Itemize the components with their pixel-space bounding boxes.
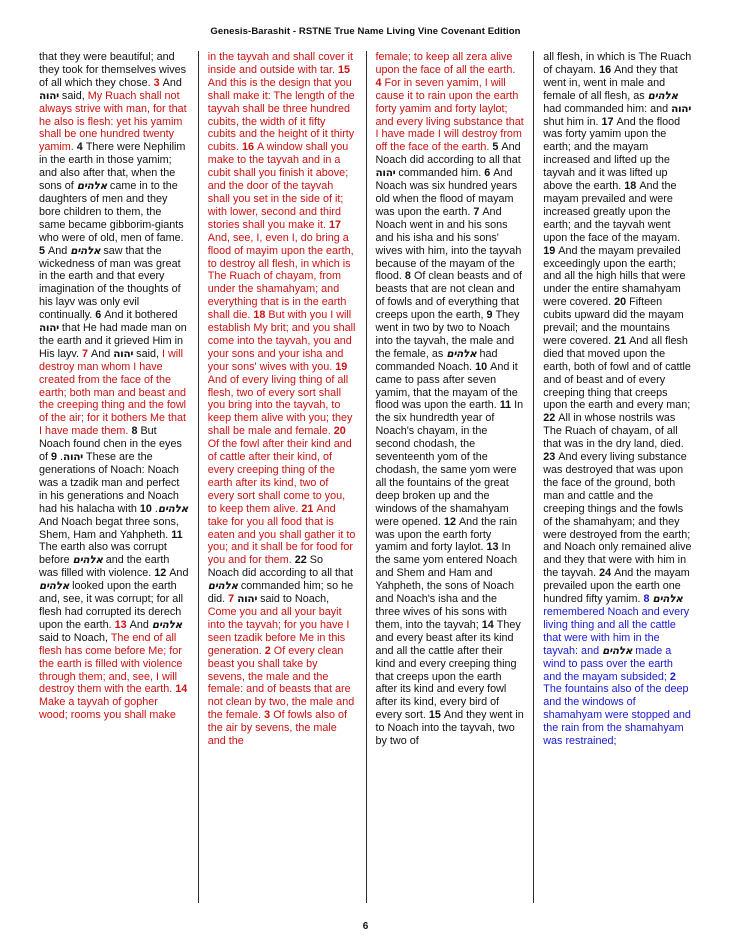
verse-text: made a wind to pass over the earth and the mayam subsided;	[543, 644, 673, 683]
verse-number: 19	[543, 244, 559, 257]
column-2	[198, 51, 366, 903]
verse-text: All in whose nostrils was The Ruach of chayam, of all that was in the dry land, died.	[543, 412, 684, 451]
divine-name-yhwh: יהוה	[375, 167, 396, 180]
verse-text: And	[91, 347, 114, 360]
verse-text: in the tayvah and shall cover it inside and outside with tar.	[207, 51, 353, 76]
verse-number: 3	[153, 76, 163, 89]
verse-text: Of fowls also of the air by sevens, the male and the	[207, 709, 347, 748]
verse-number: 17	[328, 218, 341, 231]
column-4	[533, 51, 701, 903]
verse-number: 18	[253, 309, 269, 322]
column-text	[39, 51, 189, 722]
verse-text: The earth also was corrupt before	[39, 541, 167, 567]
verse-text: Of the fowl after their kind and of cattle after their kind, of every creeping thing of the earth after its kind, two of every sort shall come to you, to keep them alive.	[207, 438, 352, 515]
verse-number: 4	[375, 76, 385, 89]
verse-text: For in seven yamim, I will cause it to rain upon the earth forty yamim and forty laylot; and every living substance that I have made I will destroy from off the face of the earth.	[375, 76, 524, 154]
verse-number: 11	[171, 528, 183, 541]
verse-text: And	[169, 567, 189, 580]
divine-name-yhwh: יהוה	[39, 89, 59, 102]
verse-text: came in to the daughters of men and they bore children to them, the same became gibborim-giants who were of old, men of fame.	[39, 180, 184, 244]
verse-number: 6	[484, 167, 494, 180]
verse-text: And	[129, 618, 152, 631]
verse-number: 24	[599, 567, 615, 580]
verse-text: commanded him; so he did.	[207, 580, 354, 606]
page-header: Genesis-Barashit - RSTNE True Name Living Vine Covenant Edition	[210, 26, 521, 37]
verse-text: And	[162, 76, 182, 89]
divine-name-elohim: אלהים	[157, 502, 188, 515]
divine-name-elohim: אלהים	[652, 593, 683, 606]
verse-text: And the mayam prevailed and were increased greatly upon the earth; and the tayvah went upon the face of the mayam.	[543, 180, 681, 244]
divine-name-yhwh: יהוה	[237, 593, 258, 606]
verse-text: said,	[133, 347, 162, 360]
column-1	[30, 51, 198, 903]
chapter-number: 7	[228, 593, 238, 606]
verse-text: said,	[58, 89, 88, 102]
verse-number: 18	[624, 180, 640, 193]
verse-number: 8	[131, 425, 141, 438]
verse-text: Of clean beasts and of beasts that are not clean and of fowls and of everything that creeps upon the earth,	[375, 270, 522, 322]
verse-number: 4	[76, 141, 86, 154]
verse-text: Of every clean beast you shall take by sevens, the male and the female: and of beasts that are not clean by two, the male and the female.	[207, 644, 355, 722]
verse-number: 3	[264, 709, 274, 722]
divine-name-yhwh: יהוה	[63, 451, 83, 464]
verse-text: And it bothered	[104, 309, 178, 322]
divine-name-yhwh: יהוה	[39, 322, 59, 335]
verse-text: There were Nephilim in the earth in those yamim; and also after that, when the sons of	[39, 141, 186, 193]
verse-number: 15	[428, 709, 444, 722]
verse-number: 7	[473, 205, 483, 218]
verse-text: looked upon the earth and, see, it was corrupt; for all flesh had corrupted its derech upon the earth.	[39, 580, 184, 631]
verse-number: 19	[335, 360, 348, 373]
verse-number: 9	[51, 451, 86, 464]
verse-text: all flesh, in which is The Ruach of chayam.	[543, 51, 692, 76]
verse-text: commanded him.	[395, 167, 482, 180]
verse-number: 21	[301, 502, 317, 515]
verse-text: shut him in.	[543, 115, 599, 128]
verse-text: And	[48, 244, 71, 257]
divine-name-elohim: אלהים	[647, 89, 678, 102]
verse-text: I will destroy man whom I have created from the face of the earth; both man and beast and the creeping thing and the fowl of the air; for it bothers Me that I have made them.	[39, 347, 187, 438]
verse-number: 5	[492, 141, 502, 154]
verse-number: 21	[614, 334, 630, 347]
verse-number: 14	[481, 618, 497, 631]
chapter-number: 8	[643, 593, 653, 606]
verse-number: 20	[333, 425, 346, 438]
verse-text: A window shall you make to the tayvah and in a cubit shall you finish it above; and the door of the tayvah shall you set in the side of it; with lower, second and third stories shall you make it.	[207, 141, 349, 231]
verse-text: Noach and every living thing and all the cattle that were with him in the tayvah: and	[543, 605, 690, 657]
verse-text: In the six hundredth year of Noach's chayam, in the second chodash, the seventeenth yom of the chodash, the same yom were all the fountains of the great deep broken up and the windows of the shamahyam were opened.	[375, 399, 524, 528]
verse-number: 16	[599, 63, 615, 76]
verse-text: And the mayam prevailed exceedingly upon the earth; and all the high hills that were under the entire shamahyam were covered.	[543, 244, 686, 309]
verse-number: 15	[338, 63, 351, 76]
verse-number: 8	[404, 270, 414, 283]
verse-number: 22	[543, 412, 559, 425]
verse-number: 16	[241, 141, 257, 154]
verse-number: 12	[154, 567, 170, 580]
verse-text: They went in two by two to Noach into the tayvah, the male and the female, as	[375, 309, 520, 360]
verse-number: 12	[443, 515, 459, 528]
divine-name-elohim: אלהים	[70, 244, 101, 257]
verse-text: had commanded him: and	[543, 102, 672, 115]
verse-text: And they that went in, went in male and female of all flesh, as	[543, 63, 678, 102]
verse-number: 17	[601, 115, 617, 128]
verse-text: They and every beast after its kind and all the cattle after their kind and every creeping thing that creeps upon the earth after its kind and every fowl after its kind, every bird of every sort.	[375, 618, 521, 722]
verse-number: 13	[486, 541, 502, 554]
verse-text: that He had made man on the earth and it grieved Him in His layv.	[39, 322, 187, 360]
verse-text: But with you I will establish My brit; and you shall come into the tayvah, you and your sons and your isha and your sons' wives with you.	[207, 309, 356, 373]
verse-text: And it came to pass after seven yamim, that the mayam of the flood was upon the earth.	[375, 360, 518, 412]
divine-name-elohim: אלהים	[446, 347, 477, 360]
verse-text: And of every living thing of all flesh, two of every sort shall you bring into the tayvah, to keep them alive with you; they shall be male and female.	[207, 373, 353, 438]
verse-text: And, see, I, even I, do bring a flood of mayim upon the earth, to destroy all flesh, in which is The Ruach of chayam, from under the shamahyam; and everything that is in the earth shall die.	[207, 231, 354, 322]
verse-text: My Ruach shall not always strive with man, for that he also is flesh: yet his yamim shall be one hundred twenty yamim.	[39, 89, 187, 154]
verse-text: And Noach begat three sons, Shem, Ham and Yahpheth.	[39, 515, 179, 541]
verse-number: 22	[294, 554, 310, 567]
verse-text: And take for you all food that is eaten and you shall gather it to you; and it shall be for food for you and for them.	[207, 502, 356, 567]
verse-text: These are the generations of Noach: Noach was a tzadik man and perfect in his generations and Noach had his halacha with	[39, 451, 180, 515]
verse-text: And Noach did according to all that	[375, 141, 521, 167]
verse-text: And every living substance was destroyed that was upon the face of the ground, both man and cattle and the creeping things and the fowls of the shamahyam; and they were destroyed from the earth; and Noach only remained alive and they that were with him in the tayvah.	[543, 451, 692, 580]
verse-text: And they went in to Noach into the tayvah, two by two of	[375, 709, 524, 748]
verse-text: remembered	[543, 605, 608, 618]
verse-number: 5	[39, 244, 49, 257]
verse-text: And all flesh died that moved upon the earth, both of fowl and of cattle and of beast and of every creeping thing that creeps upon the earth and every man;	[543, 334, 691, 412]
divine-name-yhwh: יהוה	[113, 347, 134, 360]
verse-text: that they were beautiful; and they took for themselves wives of all which they chose.	[39, 51, 187, 89]
verse-text: .	[154, 502, 158, 515]
verse-text: The fountains also of the deep and the windows of shamahyam were stopped and the rain from the shamahyam was restrained;	[543, 683, 691, 748]
verse-text: said to Noach,	[257, 593, 330, 606]
verse-number: 20	[614, 296, 630, 309]
verse-number: 23	[543, 451, 559, 464]
column-text	[376, 51, 525, 748]
verse-text: In the same yom entered Noach and Shem and Ham and Yahpheth, the sons of Noach and Noach's isha and the three wives of his sons with them, into the tayvah;	[375, 541, 518, 631]
divine-name-elohim: אלהים	[72, 554, 103, 567]
divine-name-elohim: אלהים	[76, 180, 107, 193]
verse-text: And the mayam prevailed upon the earth one hundred fifty yamim.	[543, 567, 690, 606]
verse-text: and the earth was filled with violence.	[39, 554, 170, 580]
text-columns	[30, 51, 701, 903]
divine-name-yhwh: יהוה	[671, 102, 692, 115]
verse-number: 11	[499, 399, 515, 412]
verse-text: had commanded Noach.	[375, 347, 498, 373]
divine-name-elohim: אלהים	[151, 618, 182, 631]
verse-text: And the flood was forty yamim upon the earth; and the mayam increased and lifted up the tayvah and it was lifted up above the earth.	[543, 115, 681, 193]
verse-text: Come you and all your bayit into the tayvah; for you have I seen tzadik before Me in this generation.	[207, 605, 350, 657]
verse-text: said to Noach,	[39, 631, 111, 644]
verse-text: And Noach went in and his sons and his isha and his sons' wives with him, into the tayvah because of the mayam of the flood.	[375, 205, 522, 283]
verse-text: saw that the wickedness of man was great in the earth and that every imagination of the thoughts of his layv was only evil continually.	[39, 244, 181, 322]
verse-number: 2	[669, 670, 676, 683]
column-3	[366, 51, 534, 903]
divine-name-elohim: אלהים	[207, 580, 238, 593]
verse-text: Fifteen cubits upward did the mayam prevail; and the mountains were covered.	[543, 296, 684, 347]
verse-text: But Noach found chen in the eyes of	[39, 425, 182, 464]
verse-number: 13	[114, 618, 130, 631]
verse-text: So Noach did according to all that	[207, 554, 353, 580]
verse-text: And this is the design that you shall make it: The length of the tayvah shall be three hundred cubits, the width of it fifty cubits and the height of it thirty cubits.	[207, 76, 355, 154]
verse-number: 2	[264, 644, 274, 657]
verse-text: Make a tayvah of gopher wood; rooms you shall make	[39, 696, 176, 722]
column-text	[208, 51, 357, 748]
verse-number: 6	[95, 309, 105, 322]
verse-text: .	[60, 451, 64, 464]
verse-text: female; to keep all zera alive upon the face of all the earth.	[375, 51, 516, 76]
divine-name-elohim: אלהים	[39, 580, 70, 593]
column-text	[543, 51, 692, 748]
verse-text: And Noach was six hundred years old when the flood of mayam was upon the earth.	[375, 167, 518, 218]
verse-number: 14	[175, 683, 188, 696]
verse-number: 10	[475, 360, 491, 373]
verse-number: 9	[486, 309, 496, 322]
verse-text: And the rain was upon the earth forty yamim and forty laylot.	[375, 515, 518, 554]
page-number: 6	[362, 921, 369, 932]
verse-number: 7	[82, 347, 92, 360]
verse-text: The end of all flesh has come before Me; for the earth is filled with violence through them; and, see, I will destroy them with the earth.	[39, 631, 183, 696]
verse-number: 10	[139, 502, 152, 515]
divine-name-elohim: אלהים	[602, 644, 633, 657]
